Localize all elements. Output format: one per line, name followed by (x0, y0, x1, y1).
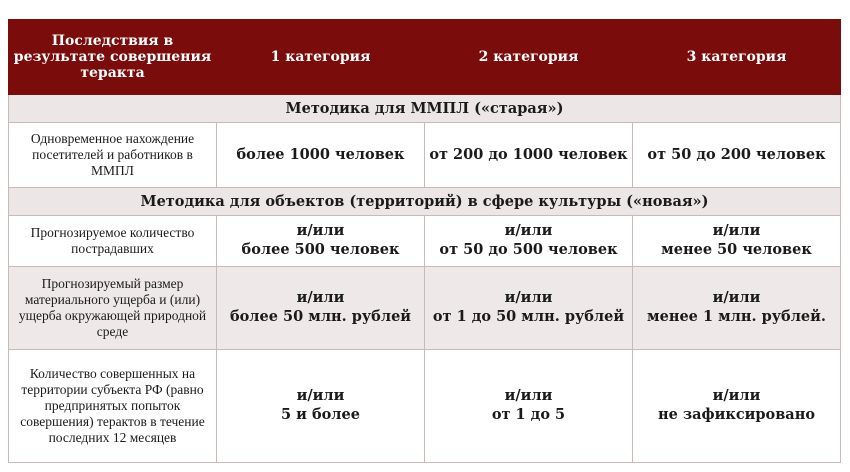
cell-value: от 1 до 50 млн. рублей (432, 308, 625, 325)
cell-connector: и/или (504, 289, 553, 307)
table-row (9, 350, 841, 463)
cell-value: от 50 до 500 человек (439, 241, 618, 258)
header-category-1: 1 категория (217, 20, 425, 95)
cell-value: не зафиксировано (658, 406, 815, 423)
row-label: Одновременное нахождение посетителей и работников в ММПЛ (9, 123, 217, 188)
cell-category-3 (633, 123, 841, 188)
cell-value: менее 1 млн. рублей. (647, 308, 826, 325)
cell-category-3 (633, 350, 841, 463)
cell-connector: и/или (504, 387, 553, 405)
cell-connector: и/или (712, 289, 761, 307)
header-row (9, 20, 841, 95)
cell-connector: и/или (296, 222, 345, 240)
cell-category-2 (425, 350, 633, 463)
row-label: Прогнозируемый размер материального ущерба и (или) ущерба окружающей природной среде (9, 267, 217, 350)
cell-value: более 50 млн. рублей (229, 308, 412, 325)
section-title-old: Методика для ММПЛ («старая») (9, 95, 841, 123)
cell-category-2 (425, 123, 633, 188)
section-title-new: Методика для объектов (территорий) в сфере культуры («новая») (9, 188, 841, 216)
cell-value: менее 50 человек (661, 241, 812, 258)
header-criteria: Последствия в результате совершения теракта (9, 20, 217, 95)
section-row (9, 188, 841, 216)
cell-connector: и/или (712, 387, 761, 405)
cell-value: более 1000 человек (236, 145, 405, 163)
cell-category-3 (633, 216, 841, 267)
cell-value: 5 и более (281, 406, 360, 423)
categories-table (8, 19, 841, 463)
cell-value: от 1 до 5 (491, 406, 566, 423)
cell-category-3 (633, 267, 841, 350)
header-category-2: 2 категория (425, 20, 633, 95)
cell-connector: и/или (296, 387, 345, 405)
cell-category-2 (425, 216, 633, 267)
cell-connector: и/или (712, 222, 761, 240)
table-row (9, 216, 841, 267)
table-row (9, 123, 841, 188)
section-row (9, 95, 841, 123)
table-row (9, 267, 841, 350)
cell-value: более 500 человек (241, 241, 400, 258)
row-label: Прогнозируемое количество пострадавших (9, 216, 217, 267)
cell-category-1 (217, 216, 425, 267)
cell-category-1 (217, 123, 425, 188)
row-label: Количество совершенных на территории субъекта РФ (равно предпринятых попыток совершения) терактов в течение последних 12 месяцев (9, 350, 217, 463)
cell-connector: и/или (504, 222, 553, 240)
cell-value: от 200 до 1000 человек (429, 145, 628, 163)
cell-value: от 50 до 200 человек (647, 145, 826, 163)
cell-category-2 (425, 267, 633, 350)
cell-connector: и/или (296, 289, 345, 307)
header-category-3: 3 категория (633, 20, 841, 95)
cell-category-1 (217, 350, 425, 463)
cell-category-1 (217, 267, 425, 350)
